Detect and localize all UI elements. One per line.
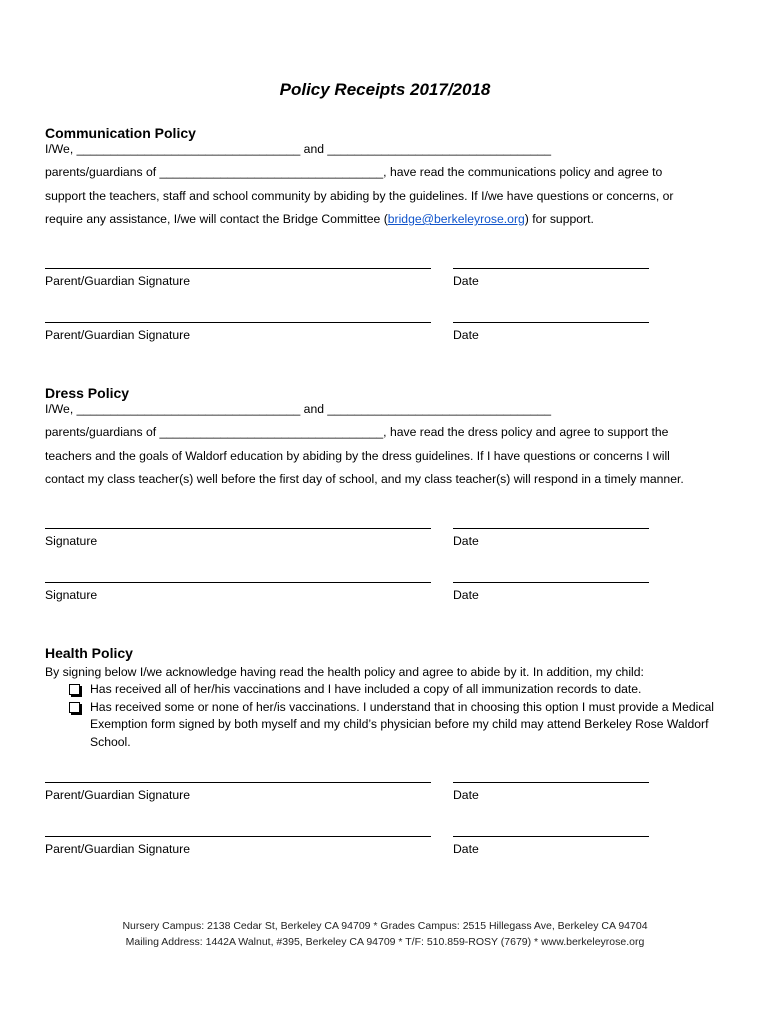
signature-label: Signature bbox=[45, 534, 98, 548]
date-label: Date bbox=[453, 588, 479, 602]
date-label: Date bbox=[453, 534, 479, 548]
dress-support-line: teachers and the goals of Waldorf education by abiding by the dress guidelines. If I have questions or concerns I will bbox=[45, 448, 670, 463]
checkbox-icon[interactable] bbox=[69, 684, 80, 695]
communication-policy-heading: Communication Policy bbox=[45, 125, 196, 141]
date-label: Date bbox=[453, 328, 479, 342]
checklist-item-text: Has received all of her/his vaccinations and I have included a copy of all immunization records to date. bbox=[90, 682, 642, 696]
signature-label: Signature bbox=[45, 588, 98, 602]
dress-policy-section bbox=[45, 385, 725, 492]
date-line[interactable] bbox=[453, 836, 649, 837]
vaccination-checklist bbox=[45, 681, 725, 751]
list-item bbox=[45, 699, 730, 752]
signature-line[interactable] bbox=[45, 528, 431, 529]
communication-support-line: support the teachers, staff and school community by abiding by the guidelines. If I/we have questions or concerns, or bbox=[45, 188, 674, 203]
date-label: Date bbox=[453, 788, 479, 802]
signature-line[interactable] bbox=[45, 582, 431, 583]
communication-policy-section bbox=[45, 125, 725, 232]
date-line[interactable] bbox=[453, 322, 649, 323]
signature-line[interactable] bbox=[45, 836, 431, 837]
communication-names-line: I/We, _________________________________ and _________________________________ bbox=[45, 142, 552, 156]
signature-line[interactable] bbox=[45, 782, 431, 783]
page-footer bbox=[0, 918, 770, 950]
checkbox-icon[interactable] bbox=[69, 702, 80, 713]
dress-parents-line: parents/guardians of _________________________________, have read the dress policy and agree to support the bbox=[45, 425, 669, 439]
signature-label: Parent/Guardian Signature bbox=[45, 788, 190, 802]
date-line[interactable] bbox=[453, 528, 649, 529]
health-policy-section bbox=[45, 645, 725, 751]
signature-label: Parent/Guardian Signature bbox=[45, 842, 190, 856]
health-signature-row-1 bbox=[45, 782, 655, 814]
dress-names-line: I/We, _________________________________ and _________________________________ bbox=[45, 402, 552, 416]
health-signature-row-2 bbox=[45, 836, 655, 868]
date-label: Date bbox=[453, 274, 479, 288]
signature-line[interactable] bbox=[45, 322, 431, 323]
footer-campus-line: Nursery Campus: 2138 Cedar St, Berkeley CA 94709 * Grades Campus: 2515 Hillegass Ave, Berkeley CA 94704 bbox=[122, 920, 648, 932]
bridge-email-link[interactable]: bridge@berkeleyrose.org bbox=[387, 212, 525, 226]
footer-mailing-line: Mailing Address: 1442A Walnut, #395, Berkeley CA 94709 * T/F: 510.859-ROSY (7679) * www.berkeleyrose.org bbox=[125, 936, 645, 948]
communication-contact-text: require any assistance, I/we will contact the Bridge Committee ( bbox=[45, 212, 388, 226]
communication-signature-row-1 bbox=[45, 268, 655, 300]
communication-contact-text-end: ) for support. bbox=[524, 212, 594, 226]
date-line[interactable] bbox=[453, 582, 649, 583]
list-item bbox=[45, 681, 725, 699]
page-title: Policy Receipts 2017/2018 bbox=[279, 80, 491, 99]
checklist-item-text: Has received some or none of her/is vaccinations. I understand that in choosing this option I must provide a Medical Exemption form signed by both myself and my child’s physician before my child may attend Berkeley Rose Waldorf School. bbox=[90, 699, 714, 749]
date-line[interactable] bbox=[453, 268, 649, 269]
date-label: Date bbox=[453, 842, 479, 856]
signature-line[interactable] bbox=[45, 268, 431, 269]
dress-contact-line: contact my class teacher(s) well before the first day of school, and my class teacher(s) will respond in a timely manner. bbox=[45, 472, 684, 486]
date-line[interactable] bbox=[453, 782, 649, 783]
dress-signature-row-1 bbox=[45, 528, 655, 560]
signature-label: Parent/Guardian Signature bbox=[45, 274, 190, 288]
signature-label: Parent/Guardian Signature bbox=[45, 328, 190, 342]
health-intro-text: By signing below I/we acknowledge having read the health policy and agree to abide by it. In addition, my child: bbox=[45, 665, 644, 679]
health-policy-heading: Health Policy bbox=[45, 645, 133, 661]
communication-signature-row-2 bbox=[45, 322, 655, 354]
communication-parents-line: parents/guardians of _________________________________, have read the communications policy and agree to bbox=[45, 165, 663, 179]
dress-signature-row-2 bbox=[45, 582, 655, 614]
communication-contact-line bbox=[45, 208, 725, 232]
dress-policy-heading: Dress Policy bbox=[45, 385, 130, 401]
